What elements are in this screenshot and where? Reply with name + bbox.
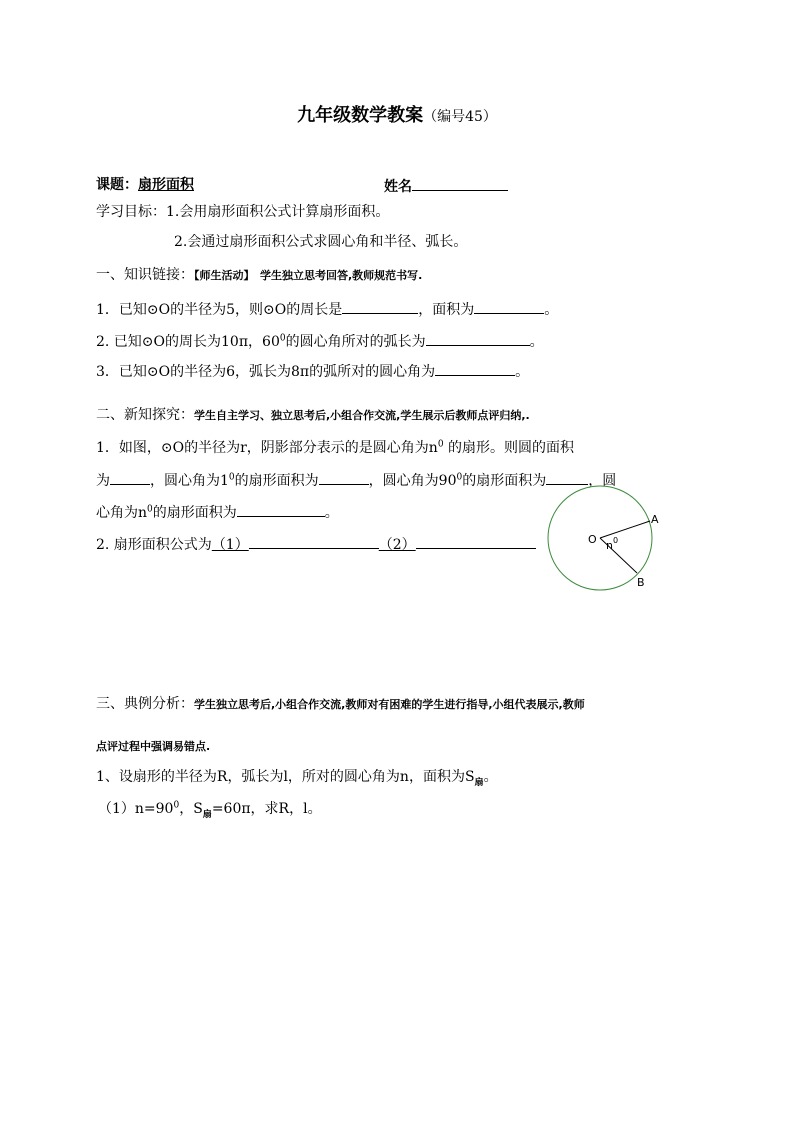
angle-label: n [606, 539, 613, 552]
answer-blank[interactable] [546, 470, 588, 485]
problem-2-text: 2. 扇形面积公式为 [96, 537, 212, 553]
topic-label: 课题： [96, 177, 138, 193]
degree-mark: 0 [173, 800, 180, 811]
example-1-end: 。 [483, 769, 498, 785]
question-1-text-2: ，面积为 [418, 302, 475, 318]
section1-heading: 一、知识链接： [96, 267, 194, 283]
section3-note: 学生独立思考后,小组合作交流,教师对有困难的学生进行指导,小组代表展示,教师 [194, 698, 585, 711]
degree-mark: 0 [228, 472, 235, 483]
radius-oa [600, 521, 650, 538]
section3-heading-line [96, 695, 585, 714]
problem-1-line-3 [96, 502, 339, 522]
problem-1-line-1 [96, 439, 574, 457]
problem-2 [96, 534, 536, 554]
objective-line-1 [96, 203, 389, 221]
sector-diagram [548, 486, 668, 590]
title-number: （编号45） [423, 109, 497, 125]
name-blank[interactable] [412, 176, 508, 191]
objective-line-2 [174, 233, 467, 251]
question-1 [96, 299, 558, 319]
problem-1-text: 的扇形面积为 [152, 505, 237, 521]
answer-blank[interactable] [342, 299, 418, 314]
name-label: 姓名 [384, 179, 412, 195]
formula-blank-1[interactable] [249, 534, 379, 549]
question-1-text: 1．已知⊙O的半径为5，则⊙O的周长是 [96, 302, 343, 318]
problem-1-text: ，圆心角为90 [368, 473, 457, 489]
formula-label-2: （2） [378, 537, 416, 553]
objective-2: 2.会通过扇形面积公式求圆心角和半径、弧长。 [174, 234, 468, 250]
problem-1-text-tail: 的扇形。则圆的面积 [443, 440, 575, 456]
formula-label-1: （1） [211, 537, 249, 553]
answer-blank[interactable] [319, 470, 369, 485]
section3-note-2: 点评过程中强调易错点. [96, 740, 211, 753]
answer-blank[interactable] [474, 299, 544, 314]
question-2-text: 2. 已知⊙O的周长为10π，60 [96, 334, 280, 350]
question-2-end: 。 [529, 334, 544, 350]
problem-1-text: ，圆 [588, 473, 617, 489]
question-3-text: 3．已知⊙O的半径为6，弧长为8π的弧所对的圆心角为 [96, 364, 436, 380]
problem-1-text: 的扇形面积为 [234, 473, 319, 489]
problem-1-line-2 [96, 470, 616, 490]
problem-1-text: 为 [96, 473, 110, 489]
answer-blank[interactable] [435, 361, 515, 376]
name-field [384, 176, 508, 196]
degree-mark: 0 [456, 472, 463, 483]
example-1-text: 1、设扇形的半径为R，弧长为l，所对的圆心角为n，面积为S [96, 769, 475, 785]
question-1-end: 。 [544, 302, 559, 318]
sector-figure [548, 486, 668, 590]
question-3-end: 。 [515, 364, 530, 380]
degree-mark: 0 [437, 439, 444, 450]
answer-blank[interactable] [237, 502, 325, 517]
example-1 [96, 768, 498, 786]
section2-note: 学生自主学习、独立思考后,小组合作交流,学生展示后教师点评归纳,. [194, 409, 530, 422]
angle-degree-mark: 0 [613, 536, 619, 545]
degree-mark: 0 [147, 504, 153, 515]
problem-1-end: 。 [324, 505, 339, 521]
answer-blank[interactable] [110, 470, 150, 485]
answer-blank[interactable] [426, 331, 530, 346]
sector-subscript: 扇 [474, 777, 484, 788]
section3-heading: 三、典例分析： [96, 696, 194, 712]
problem-1-text: 的扇形面积为 [462, 473, 547, 489]
section2-heading-line [96, 406, 530, 425]
point-b-label: B [637, 576, 645, 589]
formula-blank-2[interactable] [416, 534, 536, 549]
title-main: 九年级数学教案 [297, 105, 424, 126]
page-title [0, 104, 794, 129]
problem-1-text: 心角为n [96, 505, 148, 521]
section1-heading-line [96, 266, 422, 285]
degree-mark: 0 [279, 333, 286, 344]
question-3 [96, 361, 529, 381]
example-1-question-text: （1）n=90 [98, 801, 174, 817]
question-2 [96, 331, 544, 351]
section2-heading: 二、新知探究： [96, 407, 194, 423]
example-1-question [98, 800, 322, 818]
topic-line [96, 176, 194, 194]
example-1-question-text: =60π，求R，l。 [211, 801, 322, 817]
problem-1-text: 1．如图，⊙O的半径为r，阴影部分表示的是圆心角为n [96, 440, 438, 456]
section1-note: 【师生活动】 学生独立思考回答,教师规范书写. [194, 269, 423, 282]
topic-value: 扇形面积 [138, 177, 194, 193]
example-1-question-text: ，S [179, 801, 203, 817]
objectives-label: 学习目标： [96, 204, 166, 220]
objective-1: 1.会用扇形面积公式计算扇形面积。 [166, 204, 390, 220]
point-a-label: A [651, 513, 659, 526]
problem-1-text: ，圆心角为1 [150, 473, 229, 489]
section3-note-line-2 [96, 737, 210, 756]
question-2-text-2: 的圆心角所对的弧长为 [285, 334, 426, 350]
center-label: O [588, 533, 597, 546]
sector-subscript: 扇 [202, 809, 212, 820]
